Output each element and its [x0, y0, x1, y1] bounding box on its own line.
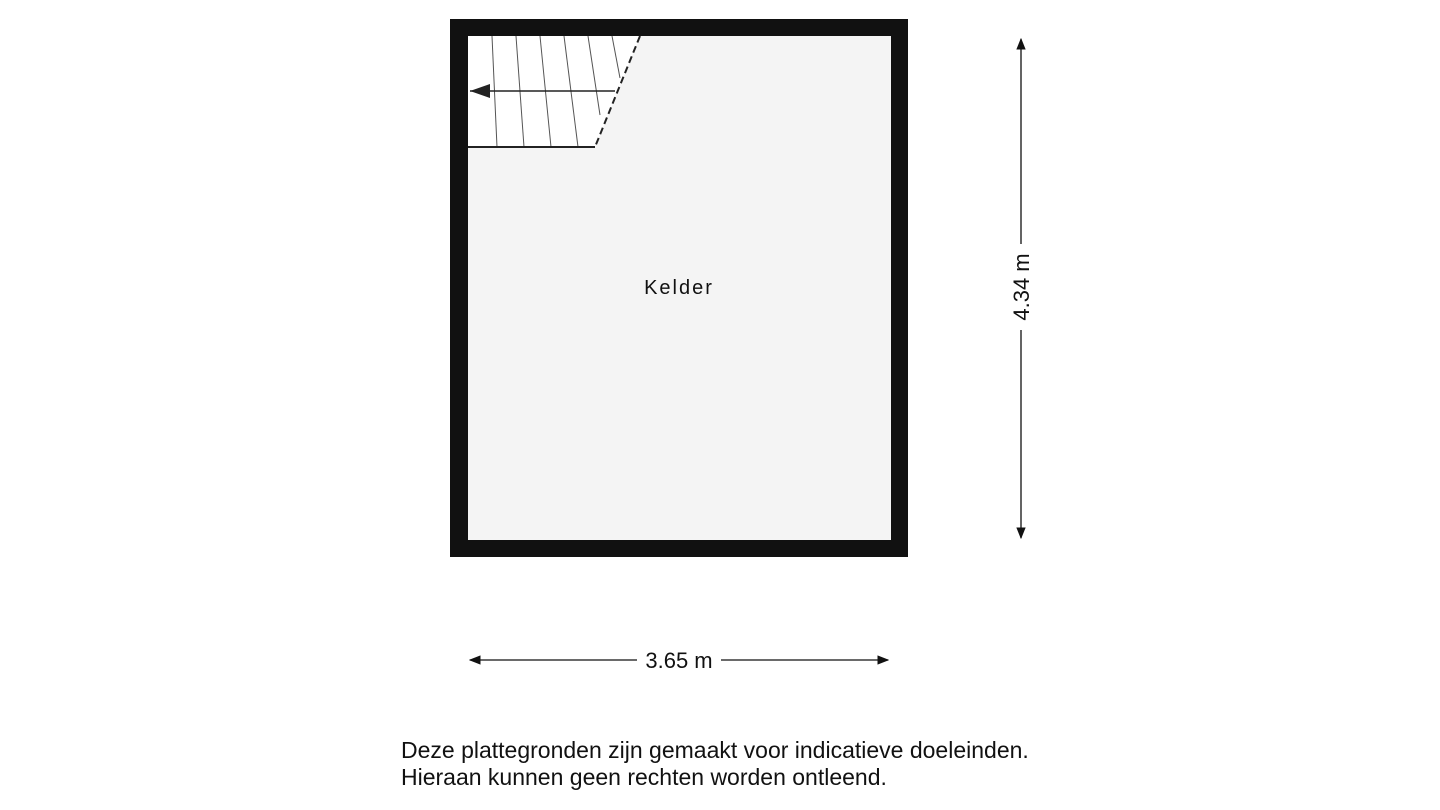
room-label: Kelder	[644, 277, 714, 299]
height-dimension	[1009, 39, 1034, 538]
width-dimension-label: 3.65 m	[645, 648, 713, 673]
height-dimension-label: 4.34 m	[1009, 253, 1034, 321]
disclaimer-line-2: Hieraan kunnen geen rechten worden ontleend.	[401, 764, 887, 790]
disclaimer	[401, 737, 1101, 791]
disclaimer-line-1: Deze plattegronden zijn gemaakt voor indicatieve doeleinden.	[401, 737, 1029, 763]
width-dimension	[470, 648, 888, 673]
